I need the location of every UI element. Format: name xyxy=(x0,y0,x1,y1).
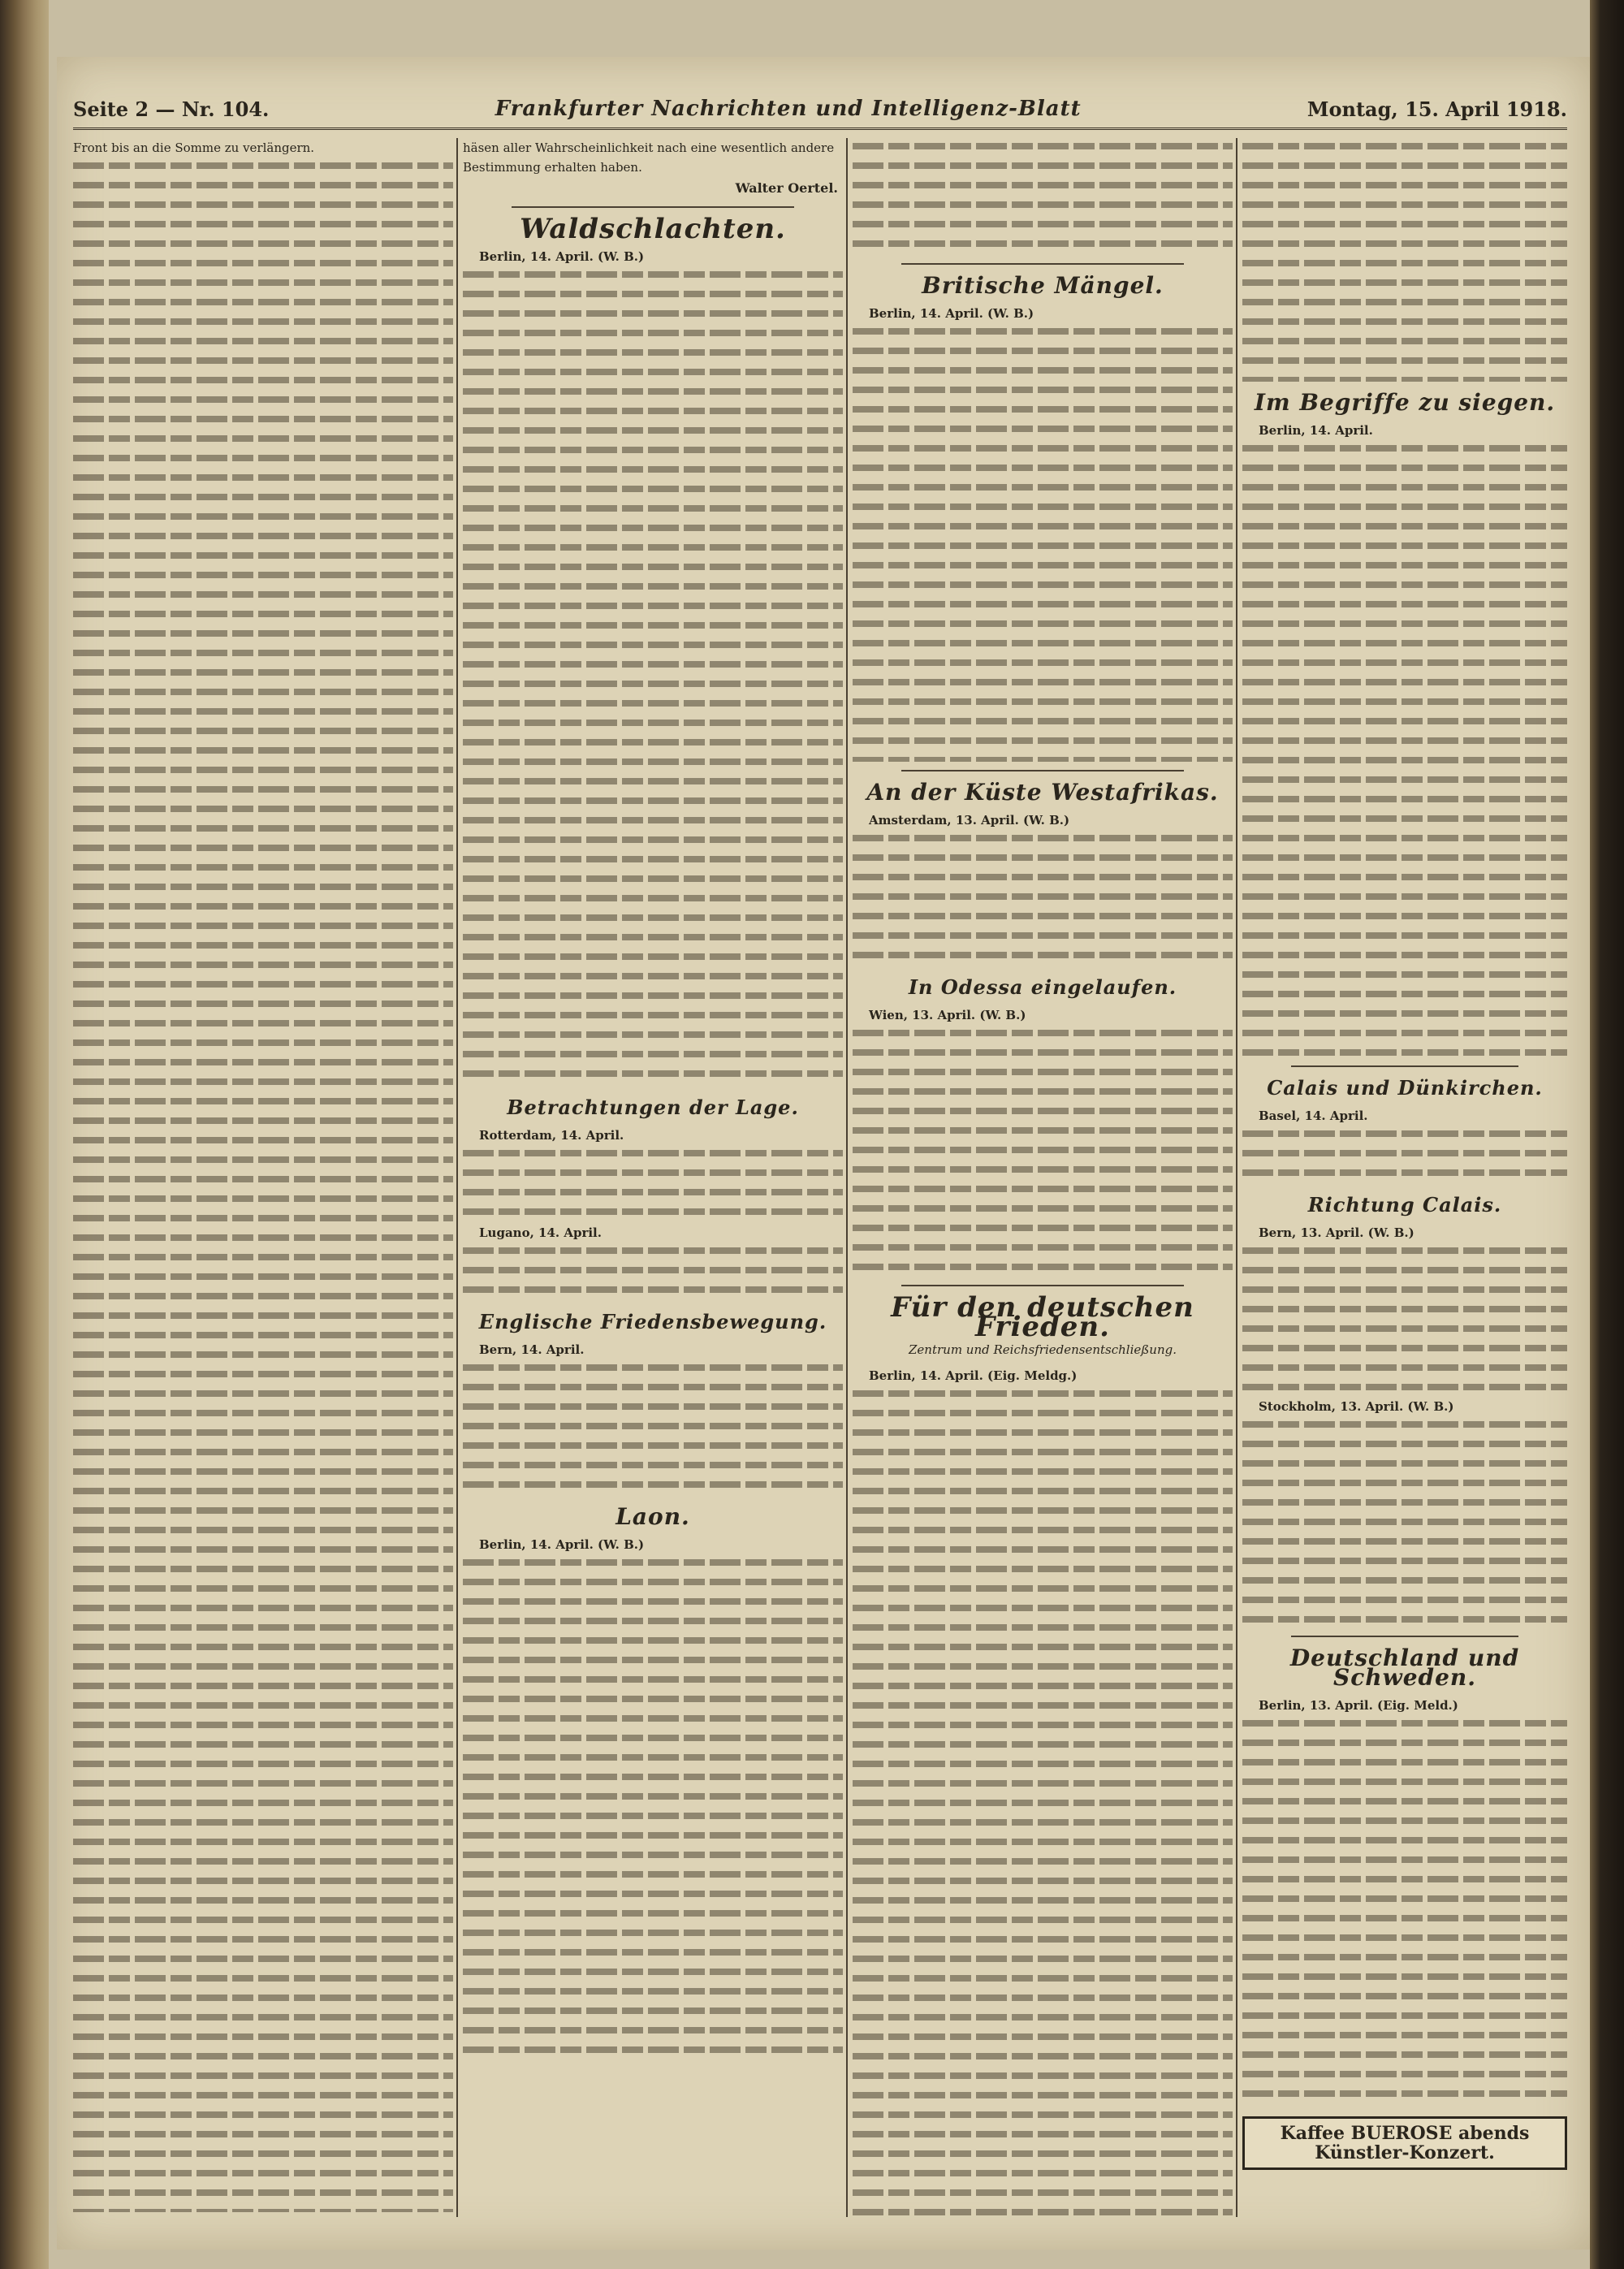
dateline: Berlin, 14. April. (W. B.) xyxy=(869,306,1034,321)
body-text-block xyxy=(463,1359,843,1496)
body-text-block xyxy=(853,830,1233,966)
divider xyxy=(901,263,1184,265)
column-1 xyxy=(73,138,453,2217)
dateline: Berlin, 14. April. (W. B.) xyxy=(479,1537,645,1552)
divider xyxy=(901,1285,1184,1286)
headline-laon: Laon. xyxy=(615,1503,690,1530)
column-rule xyxy=(1236,138,1237,2217)
dateline: Lugano, 14. April. xyxy=(479,1225,602,1240)
advertisement: Kaffee BUEROSE abends Künstler-Konzert. xyxy=(1242,2116,1567,2170)
headline-calais-duenkirchen: Calais und Dünkirchen. xyxy=(1267,1076,1543,1100)
divider xyxy=(1291,1065,1518,1067)
body-text-block xyxy=(853,138,1233,255)
dateline: Basel, 14. April. xyxy=(1259,1109,1368,1123)
headline-deutschland-und-schweden: Deutschland und Schweden. xyxy=(1289,1644,1520,1691)
body-text-block xyxy=(853,1385,1233,2217)
headline-im-begriffe-zu-siegen: Im Begriffe zu siegen. xyxy=(1254,389,1556,416)
article-text: häsen aller Wahrscheinlichkeit nach eine wesentlich andere Bestimmung erhalten haben. xyxy=(463,140,835,175)
dateline: Wien, 13. April. (W. B.) xyxy=(869,1008,1026,1022)
subheadline: Zentrum und Reichsfriedensentschließung. xyxy=(909,1342,1177,1357)
column-2 xyxy=(463,138,843,2217)
dateline: Amsterdam, 13. April. (W. B.) xyxy=(869,813,1070,828)
body-text-block xyxy=(1242,1126,1567,1184)
column-3 xyxy=(853,138,1233,2217)
issue-date: Montag, 15. April 1918. xyxy=(1307,97,1567,121)
body-text-block xyxy=(463,1243,843,1301)
body-text-block xyxy=(1242,1243,1567,1397)
column-4 xyxy=(1242,138,1567,2217)
adjacent-page-edge xyxy=(1590,0,1624,2269)
headline-richtung-calais: Richtung Calais. xyxy=(1307,1193,1502,1217)
dateline: Berlin, 14. April. (W. B.) xyxy=(479,249,645,264)
body-text-block xyxy=(1242,1715,1567,2105)
headline-britische-maengel: Britische Mängel. xyxy=(922,272,1164,299)
book-binding xyxy=(0,0,49,2269)
divider xyxy=(901,770,1184,771)
dateline: Bern, 14. April. xyxy=(479,1342,585,1357)
dateline: Bern, 13. April. (W. B.) xyxy=(1259,1225,1415,1240)
headline-westafrikas: An der Küste Westafrikas. xyxy=(866,779,1219,806)
divider xyxy=(512,206,794,208)
divider xyxy=(1291,1636,1518,1637)
dateline: Berlin, 14. April. (Eig. Meldg.) xyxy=(869,1368,1078,1383)
author-signature: Walter Oertel. xyxy=(735,180,838,196)
dateline: Berlin, 13. April. (Eig. Meld.) xyxy=(1259,1698,1458,1713)
body-text-block xyxy=(853,1025,1233,1277)
headline-betrachtungen: Betrachtungen der Lage. xyxy=(507,1096,799,1119)
column-rule xyxy=(846,138,848,2217)
page-header xyxy=(73,81,1567,130)
headline-waldschlachten: Waldschlachten. xyxy=(520,213,786,245)
dateline: Berlin, 14. April. xyxy=(1259,423,1373,438)
body-text-block xyxy=(73,158,453,2212)
masthead: Frankfurter Nachrichten und Intelligenz-Blatt xyxy=(495,97,1082,121)
body-text-block xyxy=(1242,440,1567,1057)
body-text-block xyxy=(463,266,843,1087)
headline-englische-friedensbewegung: Englische Friedensbewegung. xyxy=(478,1310,827,1333)
body-text-block xyxy=(463,1554,843,2058)
headline-fuer-den-deutschen-frieden: Für den deutschen Frieden. xyxy=(891,1291,1194,1343)
column-rule xyxy=(456,138,458,2217)
body-text-block xyxy=(853,323,1233,762)
dateline: Rotterdam, 14. April. xyxy=(479,1128,624,1143)
dateline: Stockholm, 13. April. (W. B.) xyxy=(1259,1399,1454,1414)
article-text: Front bis an die Somme zu verlängern. xyxy=(73,140,315,155)
page-number: Seite 2 — Nr. 104. xyxy=(73,97,270,121)
body-text-block xyxy=(463,1145,843,1223)
headline-odessa: In Odessa eingelaufen. xyxy=(908,975,1177,999)
newspaper-page xyxy=(57,57,1590,2250)
body-text-block xyxy=(1242,138,1567,382)
body-text-block xyxy=(1242,1416,1567,1627)
